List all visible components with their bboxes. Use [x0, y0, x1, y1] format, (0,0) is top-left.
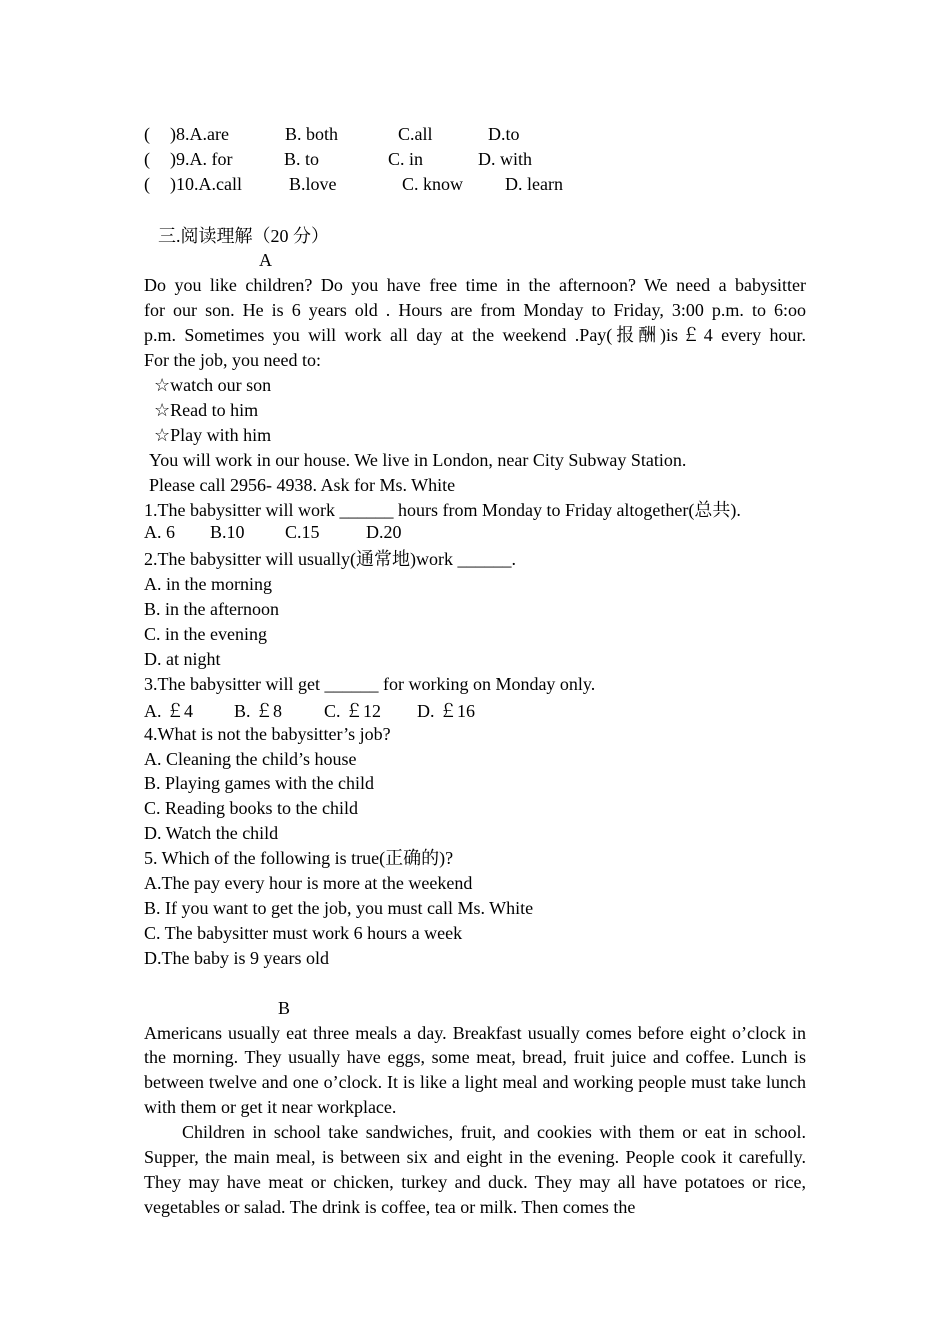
passage-a-line: Do you like children? Do you have free time in the afternoon? We need a babysitter	[144, 275, 806, 296]
option: A.The pay every hour is more at the weekend	[144, 873, 473, 894]
option: D. at night	[144, 648, 221, 669]
option: A. ￡4	[144, 700, 193, 721]
choice-b: B.love	[289, 173, 337, 194]
option: D. Watch the child	[144, 823, 279, 844]
passage-a-line: Please call 2956- 4938. Ask for Ms. White	[149, 474, 456, 495]
passage-a-line: p.m. Sometimes you will work all day at the weekend .Pay(报酬)is￡4 every hour.	[144, 325, 806, 346]
choice-number: )10.A.call	[170, 173, 242, 194]
choice-d: D.to	[488, 124, 520, 144]
choice-row-10	[144, 174, 806, 199]
option: D. ￡16	[417, 700, 475, 721]
passage-a-line: You will work in our house. We live in London, near City Subway Station.	[149, 449, 687, 470]
choice-d: D. learn	[505, 173, 563, 194]
passage-b-paragraph: Americans usually eat three meals a day. Breakfast usually comes before eight o’clock in the morning. They usually have eggs, some meat, bread, fruit juice and coffee. Lunch is between twelve and one o’clock. It is like a light meal and working people must take lunch with them or get it near workplace.	[144, 1022, 806, 1118]
choice-paren: (	[144, 124, 150, 144]
question-2: 2.The babysitter will usually(通常地)work ______.	[144, 549, 516, 570]
choice-paren: (	[144, 173, 150, 194]
choice-row-8	[144, 124, 806, 149]
option: A. in the morning	[144, 574, 272, 595]
option: C. The babysitter must work 6 hours a week	[144, 922, 463, 943]
question-1-options	[144, 522, 806, 547]
spacer	[144, 971, 806, 996]
option: D.The baby is 9 years old	[144, 947, 329, 968]
choice-b: B. to	[284, 148, 320, 169]
option: A. 6	[144, 522, 175, 543]
choice-number: )8.A.are	[170, 124, 229, 144]
passage-a-label: A	[259, 250, 272, 271]
option: A. Cleaning the child’s house	[144, 748, 357, 769]
section-heading: 三.阅读理解（20 分）	[158, 225, 329, 246]
bullet-item: ☆watch our son	[154, 375, 272, 395]
option: C. Reading books to the child	[144, 798, 358, 819]
bullet-item: ☆Read to him	[154, 399, 259, 420]
choice-number: )9.A. for	[170, 148, 233, 169]
question-5: 5. Which of the following is true(正确的)?	[144, 848, 454, 869]
option: B. ￡8	[234, 700, 283, 721]
option: B. Playing games with the child	[144, 773, 374, 794]
choice-paren: (	[144, 148, 150, 169]
passage-b-paragraph: Children in school take sandwiches, fruit, and cookies with them or eat in school. Supper, the main meal, is between six and eight in the evening. People cook it carefully. They may have meat or chicken, turkey and duck. They may all have potatoes or rice, vegetables or salad. The drink is coffee, tea or milk. Then comes the	[144, 1122, 806, 1217]
passage-b-label: B	[278, 997, 291, 1018]
option: C. in the evening	[144, 624, 267, 645]
passage-a-line: for our son. He is 6 years old . Hours are from Monday to Friday, 3:00 p.m. to 6:oo	[144, 300, 806, 321]
choice-b: B. both	[285, 124, 339, 144]
option: C. ￡12	[324, 700, 382, 721]
option: C.15	[285, 522, 320, 543]
question-3: 3.The babysitter will get ______ for working on Monday only.	[144, 673, 596, 694]
choice-c: C.all	[398, 124, 433, 144]
question-1: 1.The babysitter will work ______ hours from Monday to Friday altogether(总共).	[144, 499, 741, 520]
option: B. If you want to get the job, you must call Ms. White	[144, 898, 534, 918]
spacer	[144, 199, 806, 224]
option: B.10	[210, 522, 245, 543]
choice-d: D. with	[478, 148, 532, 169]
choice-c: C. know	[402, 173, 464, 194]
passage-a-line: For the job, you need to:	[144, 350, 321, 371]
question-3-options	[144, 697, 806, 722]
question-4: 4.What is not the babysitter’s job?	[144, 723, 391, 744]
document-content	[144, 124, 806, 1220]
bullet-item: ☆Play with him	[154, 424, 272, 445]
option: B. in the afternoon	[144, 599, 279, 620]
choice-c: C. in	[388, 148, 424, 169]
option: D.20	[366, 522, 402, 543]
choice-row-9	[144, 149, 806, 174]
